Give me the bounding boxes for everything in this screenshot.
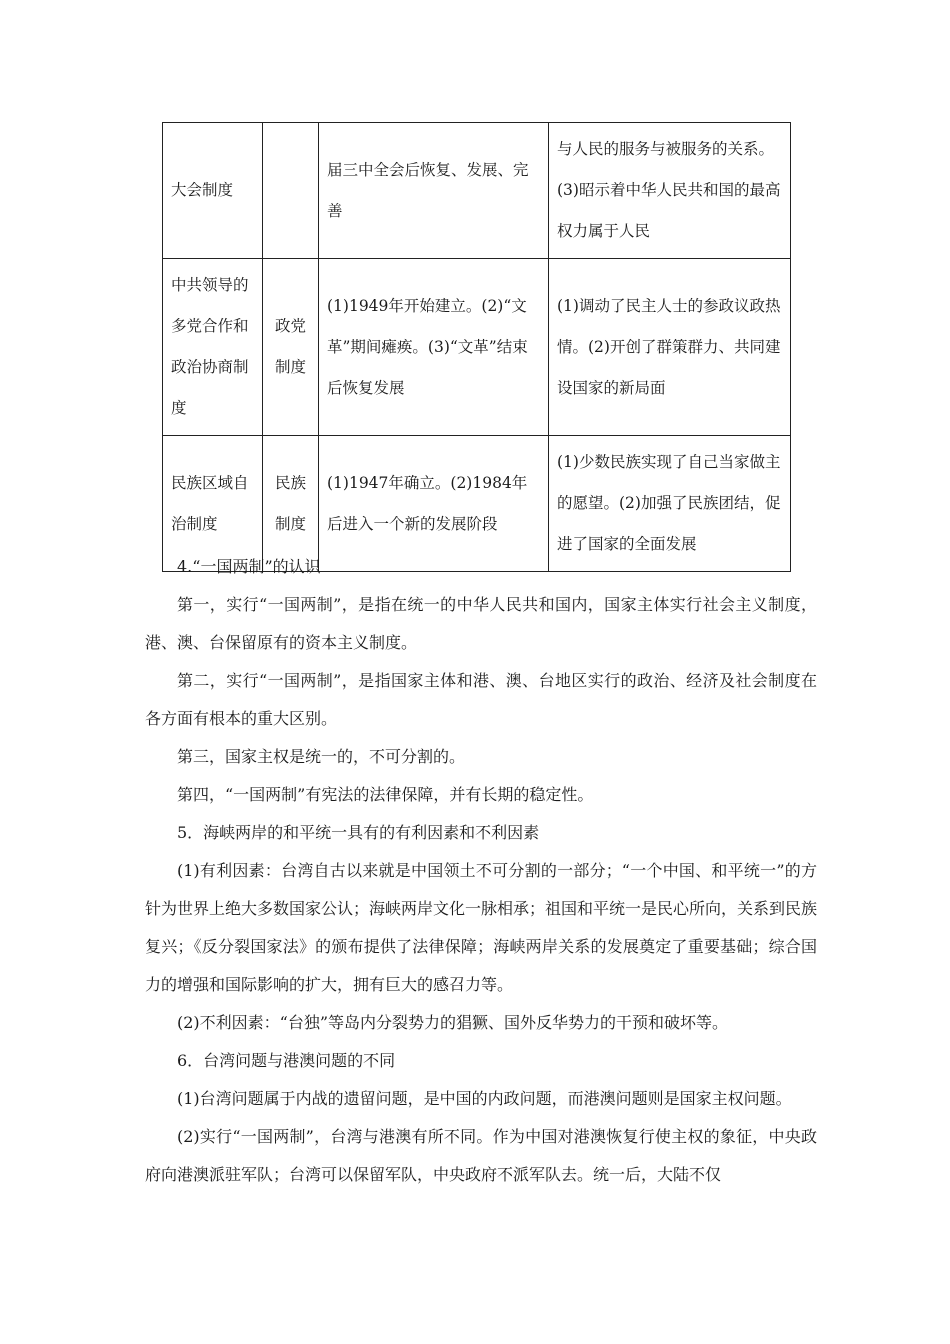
paragraph: (2)不利因素：“台独”等岛内分裂势力的猖獗、国外反华势力的干预和破坏等。 bbox=[177, 1013, 729, 1032]
body-text bbox=[145, 548, 817, 1194]
significance-cell: 与人民的服务与被服务的关系。(3)昭示着中华人民共和国的最高权力属于人民 bbox=[549, 123, 791, 259]
table-row bbox=[163, 259, 791, 436]
development-cell: (1)1949年开始建立。(2)“文革”期间瘫痪。(3)“文革”结束后恢复发展 bbox=[319, 259, 549, 436]
paragraph: (1)有利因素：台湾自古以来就是中国领土不可分割的一部分；“一个中国、和平统一”的方针为世界上绝大多数国家公认；海峡两岸文化一脉相承；祖国和平统一是民心所向，关系到民族复兴；《反分裂国家法》的颁布提供了法律保障；海峡两岸关系的发展奠定了重要基础；综合国力的增强和国际影响的扩大，拥有巨大的感召力等。 bbox=[145, 861, 818, 994]
system-name-cell: 大会制度 bbox=[163, 123, 263, 259]
paragraph: 第二，实行“一国两制”，是指国家主体和港、澳、台地区实行的政治、经济及社会制度在各方面有根本的重大区别。 bbox=[145, 671, 817, 728]
section-heading: 5．海峡两岸的和平统一具有的有利因素和不利因素 bbox=[177, 823, 540, 842]
significance-cell: (1)少数民族实现了自己当家做主的愿望。(2)加强了民族团结，促进了国家的全面发展 bbox=[549, 436, 791, 572]
system-category-cell: 政党制度 bbox=[263, 259, 319, 436]
paragraph: 第三，国家主权是统一的，不可分割的。 bbox=[177, 747, 466, 766]
system-category-cell: 民族制度 bbox=[263, 436, 319, 572]
system-category-cell bbox=[263, 123, 319, 259]
section-heading: 6．台湾问题与港澳问题的不同 bbox=[177, 1051, 396, 1070]
paragraph: 第四，“一国两制”有宪法的法律保障，并有长期的稳定性。 bbox=[177, 785, 594, 804]
development-cell: (1)1947年确立。(2)1984年后进入一个新的发展阶段 bbox=[319, 436, 549, 572]
paragraph: (1)台湾问题属于内战的遗留问题，是中国的内政问题，而港澳问题则是国家主权问题。 bbox=[177, 1089, 792, 1108]
table-row bbox=[163, 123, 791, 259]
significance-cell: (1)调动了民主人士的参政议政热情。(2)开创了群策群力、共同建设国家的新局面 bbox=[549, 259, 791, 436]
paragraph: (2)实行“一国两制”，台湾与港澳有所不同。作为中国对港澳恢复行使主权的象征，中央政府向港澳派驻军队；台湾可以保留军队，中央政府不派军队去。统一后，大陆不仅 bbox=[145, 1127, 817, 1184]
political-system-table bbox=[162, 122, 791, 572]
section-heading: 4.“一国两制”的认识 bbox=[177, 557, 321, 576]
paragraph: 第一，实行“一国两制”，是指在统一的中华人民共和国内，国家主体实行社会主义制度，港、澳、台保留原有的资本主义制度。 bbox=[145, 595, 817, 652]
system-name-cell: 中共领导的多党合作和政治协商制度 bbox=[163, 259, 263, 436]
system-name-cell: 民族区域自治制度 bbox=[163, 436, 263, 572]
development-cell: 届三中全会后恢复、发展、完善 bbox=[319, 123, 549, 259]
